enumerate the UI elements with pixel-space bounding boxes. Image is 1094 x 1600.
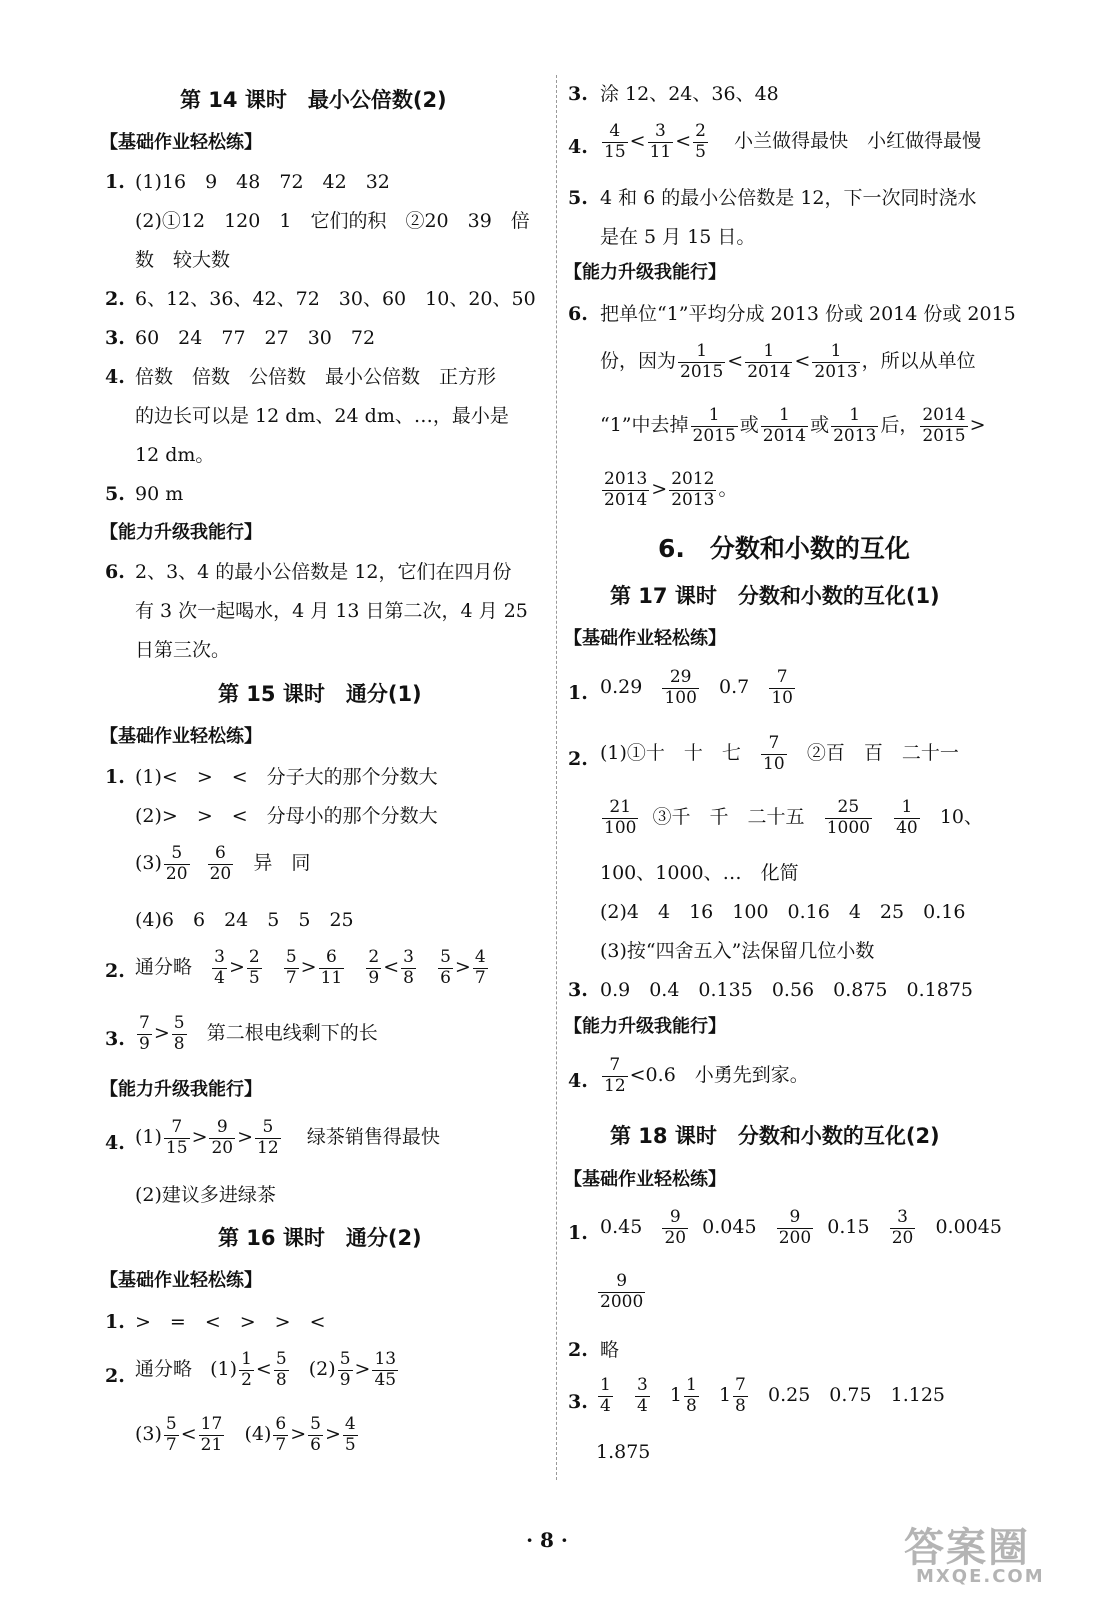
answer-line: 把单位“1”平均分成 2013 份或 2014 份或 2015 [600, 303, 1016, 325]
fraction: $\frac{2014}{2015}$ [922, 405, 966, 446]
fraction: $\frac{2013}{2014}$ [604, 469, 648, 510]
answer-text: 1 [718, 1384, 732, 1407]
page-number: · 8 · [526, 1528, 568, 1552]
period: 。 [718, 478, 738, 501]
fraction: $\frac{2012}{2013}$ [671, 469, 715, 510]
fraction: $\frac{3}{8}$ [403, 947, 414, 988]
gt-sign: > [191, 1126, 208, 1149]
answer-line: 0.9 0.4 0.135 0.56 0.875 0.1875 [600, 979, 974, 1001]
answer-line: 有 3 次一起喝水，4 月 13 日第二次，4 月 25 [135, 600, 528, 622]
answer-line: 12 dm。 [135, 444, 215, 466]
fraction: $\frac{3}{4}$ [214, 947, 225, 988]
fraction: $\frac{9}{2000}$ [600, 1271, 644, 1312]
item-number: 6. [105, 561, 125, 583]
section-advanced: 【能力升级我能行】 [100, 1079, 262, 1100]
answer-line: (4)6 6 24 5 5 25 [135, 909, 354, 931]
lesson-15-title: 第 15 课时 通分(1) [218, 682, 422, 706]
answer-text: 通分略 [135, 1358, 193, 1381]
watermark-url: MXQE.COM [916, 1566, 1045, 1587]
gt-sign: > [228, 956, 245, 979]
fraction: $\frac{1}{2015}$ [692, 405, 736, 446]
item-number: 6. [568, 303, 588, 325]
answer-line [600, 406, 986, 446]
answer-line: 的边长可以是 12 dm、24 dm、…，最小是 [135, 405, 509, 427]
item-number: 4. [568, 136, 588, 158]
item-number: 5. [568, 187, 588, 209]
answer-line: (1)16 9 48 72 42 32 [135, 171, 390, 193]
fraction: $\frac{1}{2014}$ [762, 405, 807, 446]
answer-line [600, 1208, 1002, 1248]
item-number: 2. [105, 960, 125, 982]
fraction: $\frac{4}{5}$ [344, 1414, 356, 1455]
fraction: $\frac{7}{15}$ [165, 1117, 188, 1158]
answer-text: 小兰做得最快 小红做得最慢 [734, 130, 982, 153]
fraction: $\frac{4}{15}$ [604, 121, 626, 162]
fraction: $\frac{7}{10}$ [763, 733, 785, 774]
lt-sign: < [255, 1358, 272, 1381]
lesson-16-title: 第 16 课时 通分(2) [218, 1226, 422, 1250]
answer-line: 4 和 6 的最小公倍数是 12，下一次同时浇水 [600, 187, 977, 209]
fraction: $\frac{29}{100}$ [664, 667, 697, 708]
answer-line: 日第三次。 [135, 639, 231, 661]
item-number: 4. [568, 1070, 588, 1092]
answer-line: 2、3、4 的最小公倍数是 12，它们在四月份 [135, 561, 512, 583]
section-basic: 【基础作业轻松练】 [564, 1169, 726, 1190]
answer-line: 是在 5 月 15 日。 [600, 226, 756, 248]
fraction: $\frac{6}{7}$ [275, 1414, 287, 1455]
answer-text: (1) [135, 1126, 162, 1149]
section-basic: 【基础作业轻松练】 [564, 628, 726, 649]
answer-text: 0.7 [719, 676, 750, 699]
column-divider [556, 75, 557, 1480]
item-number: 1. [568, 682, 588, 704]
watermark-text: 答案圈 [904, 1525, 1030, 1571]
answer-text: ，所以从单位 [861, 350, 976, 373]
answer-text: 或 [810, 414, 830, 437]
answer-line: (2)建议多进绿茶 [135, 1184, 276, 1206]
watermark-logo [904, 1516, 1064, 1590]
gt-sign: > [454, 956, 471, 979]
fraction: $\frac{1}{8}$ [686, 1375, 697, 1416]
section-basic: 【基础作业轻松练】 [100, 132, 262, 153]
gt-sign: > [354, 1358, 371, 1381]
fraction: $\frac{5}{20}$ [165, 843, 188, 884]
fraction: $\frac{2}{5}$ [248, 947, 260, 988]
answer-line: 涂 12、24、36、48 [600, 83, 779, 105]
answer-line [600, 798, 983, 838]
answer-line: 数 较大数 [135, 249, 231, 271]
lt-sign: < [629, 130, 646, 153]
item-number: 2. [105, 288, 125, 310]
answer-line [135, 948, 490, 988]
answer-text: 后， [880, 414, 919, 437]
fraction: $\frac{1}{2015}$ [680, 341, 724, 382]
answer-line: (3)按“四舍五入”法保留几位小数 [600, 940, 875, 962]
item-number: 1. [105, 171, 125, 193]
answer-line: 倍数 倍数 公倍数 最小公倍数 正方形 [135, 366, 497, 388]
fraction: $\frac{5}{8}$ [275, 1349, 287, 1390]
fraction: $\frac{5}{7}$ [285, 947, 297, 988]
fraction: $\frac{21}{100}$ [604, 797, 637, 838]
gt-sign: > [969, 414, 986, 437]
lt-sign: < [383, 956, 400, 979]
answer-line: (2)①12 120 1 它们的积 ②20 39 倍 [135, 210, 530, 232]
lesson-14-title: 第 14 课时 最小公倍数(2) [180, 88, 447, 112]
answer-text: 0.25 0.75 1.125 [768, 1384, 946, 1407]
answer-text: 绿茶销售得最快 [306, 1126, 440, 1149]
answer-line [600, 122, 981, 162]
fraction: $\frac{3}{4}$ [636, 1375, 648, 1416]
answer-line [600, 470, 737, 510]
answer-line: 90 m [135, 483, 184, 505]
lt-sign: < [180, 1423, 197, 1446]
answer-line: 1.875 [596, 1441, 651, 1463]
item-number: 1. [105, 1311, 125, 1333]
gt-sign: > [237, 1126, 254, 1149]
answer-line [600, 1056, 809, 1096]
item-number: 3. [568, 979, 588, 1001]
answer-line [596, 1376, 945, 1416]
answer-line [600, 668, 797, 708]
gt-sign: > [324, 1423, 341, 1446]
fraction: $\frac{1}{2014}$ [747, 341, 791, 382]
fraction: $\frac{9}{20}$ [211, 1117, 234, 1158]
answer-text: (3) [135, 1423, 162, 1446]
answer-line [135, 844, 310, 884]
answer-text: 0.0045 [935, 1216, 1002, 1239]
answer-line: 6、12、36、42、72 30、60 10、20、50 [135, 288, 536, 310]
section-basic: 【基础作业轻松练】 [100, 726, 262, 747]
section-advanced: 【能力升级我能行】 [564, 1016, 726, 1037]
fraction: $\frac{17}{21}$ [200, 1414, 223, 1455]
fraction: $\frac{2}{5}$ [695, 121, 706, 162]
item-number: 4. [105, 366, 125, 388]
gt-sign: > [651, 478, 668, 501]
answer-text: 0.045 [702, 1216, 757, 1239]
answer-line [135, 1415, 360, 1455]
fraction: $\frac{1}{40}$ [896, 797, 918, 838]
lt-sign: < [727, 350, 744, 373]
item-number: 3. [105, 1028, 125, 1050]
answer-text: 0.29 [600, 676, 643, 699]
gt-sign: > [290, 1423, 307, 1446]
answer-text: 异 同 [253, 852, 311, 875]
answer-text: (1)①十 十 七 [600, 742, 741, 765]
answer-text: (2) [308, 1358, 336, 1381]
lesson-17-title: 第 17 课时 分数和小数的互化(1) [610, 584, 940, 608]
answer-line [135, 1118, 440, 1158]
fraction: $\frac{1}{2013}$ [833, 405, 877, 446]
item-number: 2. [105, 1365, 125, 1387]
item-number: 1. [568, 1222, 588, 1244]
answer-line: 100、1000、… 化简 [600, 862, 799, 884]
fraction: $\frac{6}{20}$ [209, 843, 232, 884]
fraction: $\frac{7}{10}$ [771, 667, 793, 708]
answer-text: 通分略 [135, 956, 193, 979]
section-advanced: 【能力升级我能行】 [564, 262, 726, 283]
fraction: $\frac{5}{7}$ [165, 1414, 177, 1455]
answer-text: ②百 百 二十一 [806, 742, 959, 765]
fraction: $\frac{2}{9}$ [368, 947, 380, 988]
fraction: $\frac{5}{12}$ [257, 1117, 279, 1158]
answer-text: 0.15 [827, 1216, 870, 1239]
fraction: $\frac{3}{11}$ [649, 121, 672, 162]
answer-line: 略 [600, 1339, 620, 1361]
answer-line: (2)4 4 16 100 0.16 4 25 0.16 [600, 901, 966, 923]
answer-line [135, 1350, 400, 1390]
answer-line [600, 734, 959, 774]
answer-text: (3) [135, 852, 162, 875]
fraction: $\frac{9}{200}$ [778, 1207, 812, 1248]
fraction: $\frac{5}{9}$ [339, 1349, 351, 1390]
item-number: 3. [568, 1391, 588, 1413]
answer-line: (1)< > < 分子大的那个分数大 [135, 766, 438, 788]
item-number: 1. [105, 766, 125, 788]
fraction: $\frac{5}{8}$ [173, 1013, 185, 1054]
fraction: $\frac{4}{7}$ [474, 947, 486, 988]
unit-6-title: 6. 分数和小数的互化 [658, 534, 910, 563]
answer-text: 或 [739, 414, 759, 437]
item-number: 4. [105, 1132, 125, 1154]
fraction: $\frac{5}{6}$ [310, 1414, 321, 1455]
item-number: 2. [568, 748, 588, 770]
fraction: $\frac{3}{20}$ [891, 1207, 914, 1248]
item-number: 3. [568, 83, 588, 105]
answer-text: ③千 千 二十五 [652, 806, 805, 829]
fraction: $\frac{13}{45}$ [374, 1349, 397, 1390]
fraction: $\frac{7}{12}$ [604, 1055, 626, 1096]
gt-sign: > [300, 956, 317, 979]
fraction: $\frac{5}{6}$ [440, 947, 451, 988]
lt-sign: < [794, 350, 811, 373]
answer-line [596, 1272, 647, 1312]
answer-text: 1 [669, 1384, 682, 1407]
fraction: $\frac{7}{8}$ [735, 1375, 746, 1416]
answer-text: 第二根电线剩下的长 [206, 1022, 378, 1045]
section-advanced: 【能力升级我能行】 [100, 522, 262, 543]
fraction: $\frac{25}{1000}$ [826, 797, 870, 838]
lesson-18-title: 第 18 课时 分数和小数的互化(2) [610, 1124, 940, 1148]
answer-line [600, 342, 976, 382]
fraction: $\frac{7}{9}$ [139, 1013, 150, 1054]
fraction: $\frac{6}{11}$ [320, 947, 343, 988]
item-number: 2. [568, 1339, 588, 1361]
answer-text: (4) [244, 1423, 272, 1446]
gt-sign: > [153, 1022, 170, 1045]
answer-line: (2)> > < 分母小的那个分数大 [135, 805, 438, 827]
fraction: $\frac{1}{4}$ [600, 1375, 611, 1416]
item-number: 5. [105, 483, 125, 505]
answer-line: 60 24 77 27 30 72 [135, 327, 376, 349]
answer-text: 份，因为 [600, 350, 677, 373]
answer-text: <0.6 小勇先到家。 [629, 1064, 809, 1087]
section-basic: 【基础作业轻松练】 [100, 1270, 262, 1291]
item-number: 3. [105, 327, 125, 349]
lt-sign: < [675, 130, 692, 153]
answer-text: (1) [210, 1358, 238, 1381]
answer-line: > = < > > < [135, 1311, 326, 1333]
answer-text: 10、 [939, 806, 984, 829]
answer-line [135, 1014, 378, 1054]
fraction: $\frac{1}{2}$ [241, 1349, 252, 1390]
fraction: $\frac{9}{20}$ [664, 1207, 687, 1248]
answer-text: “1”中去掉 [600, 414, 689, 437]
fraction: $\frac{1}{2013}$ [814, 341, 858, 382]
answer-text: 0.45 [600, 1216, 643, 1239]
